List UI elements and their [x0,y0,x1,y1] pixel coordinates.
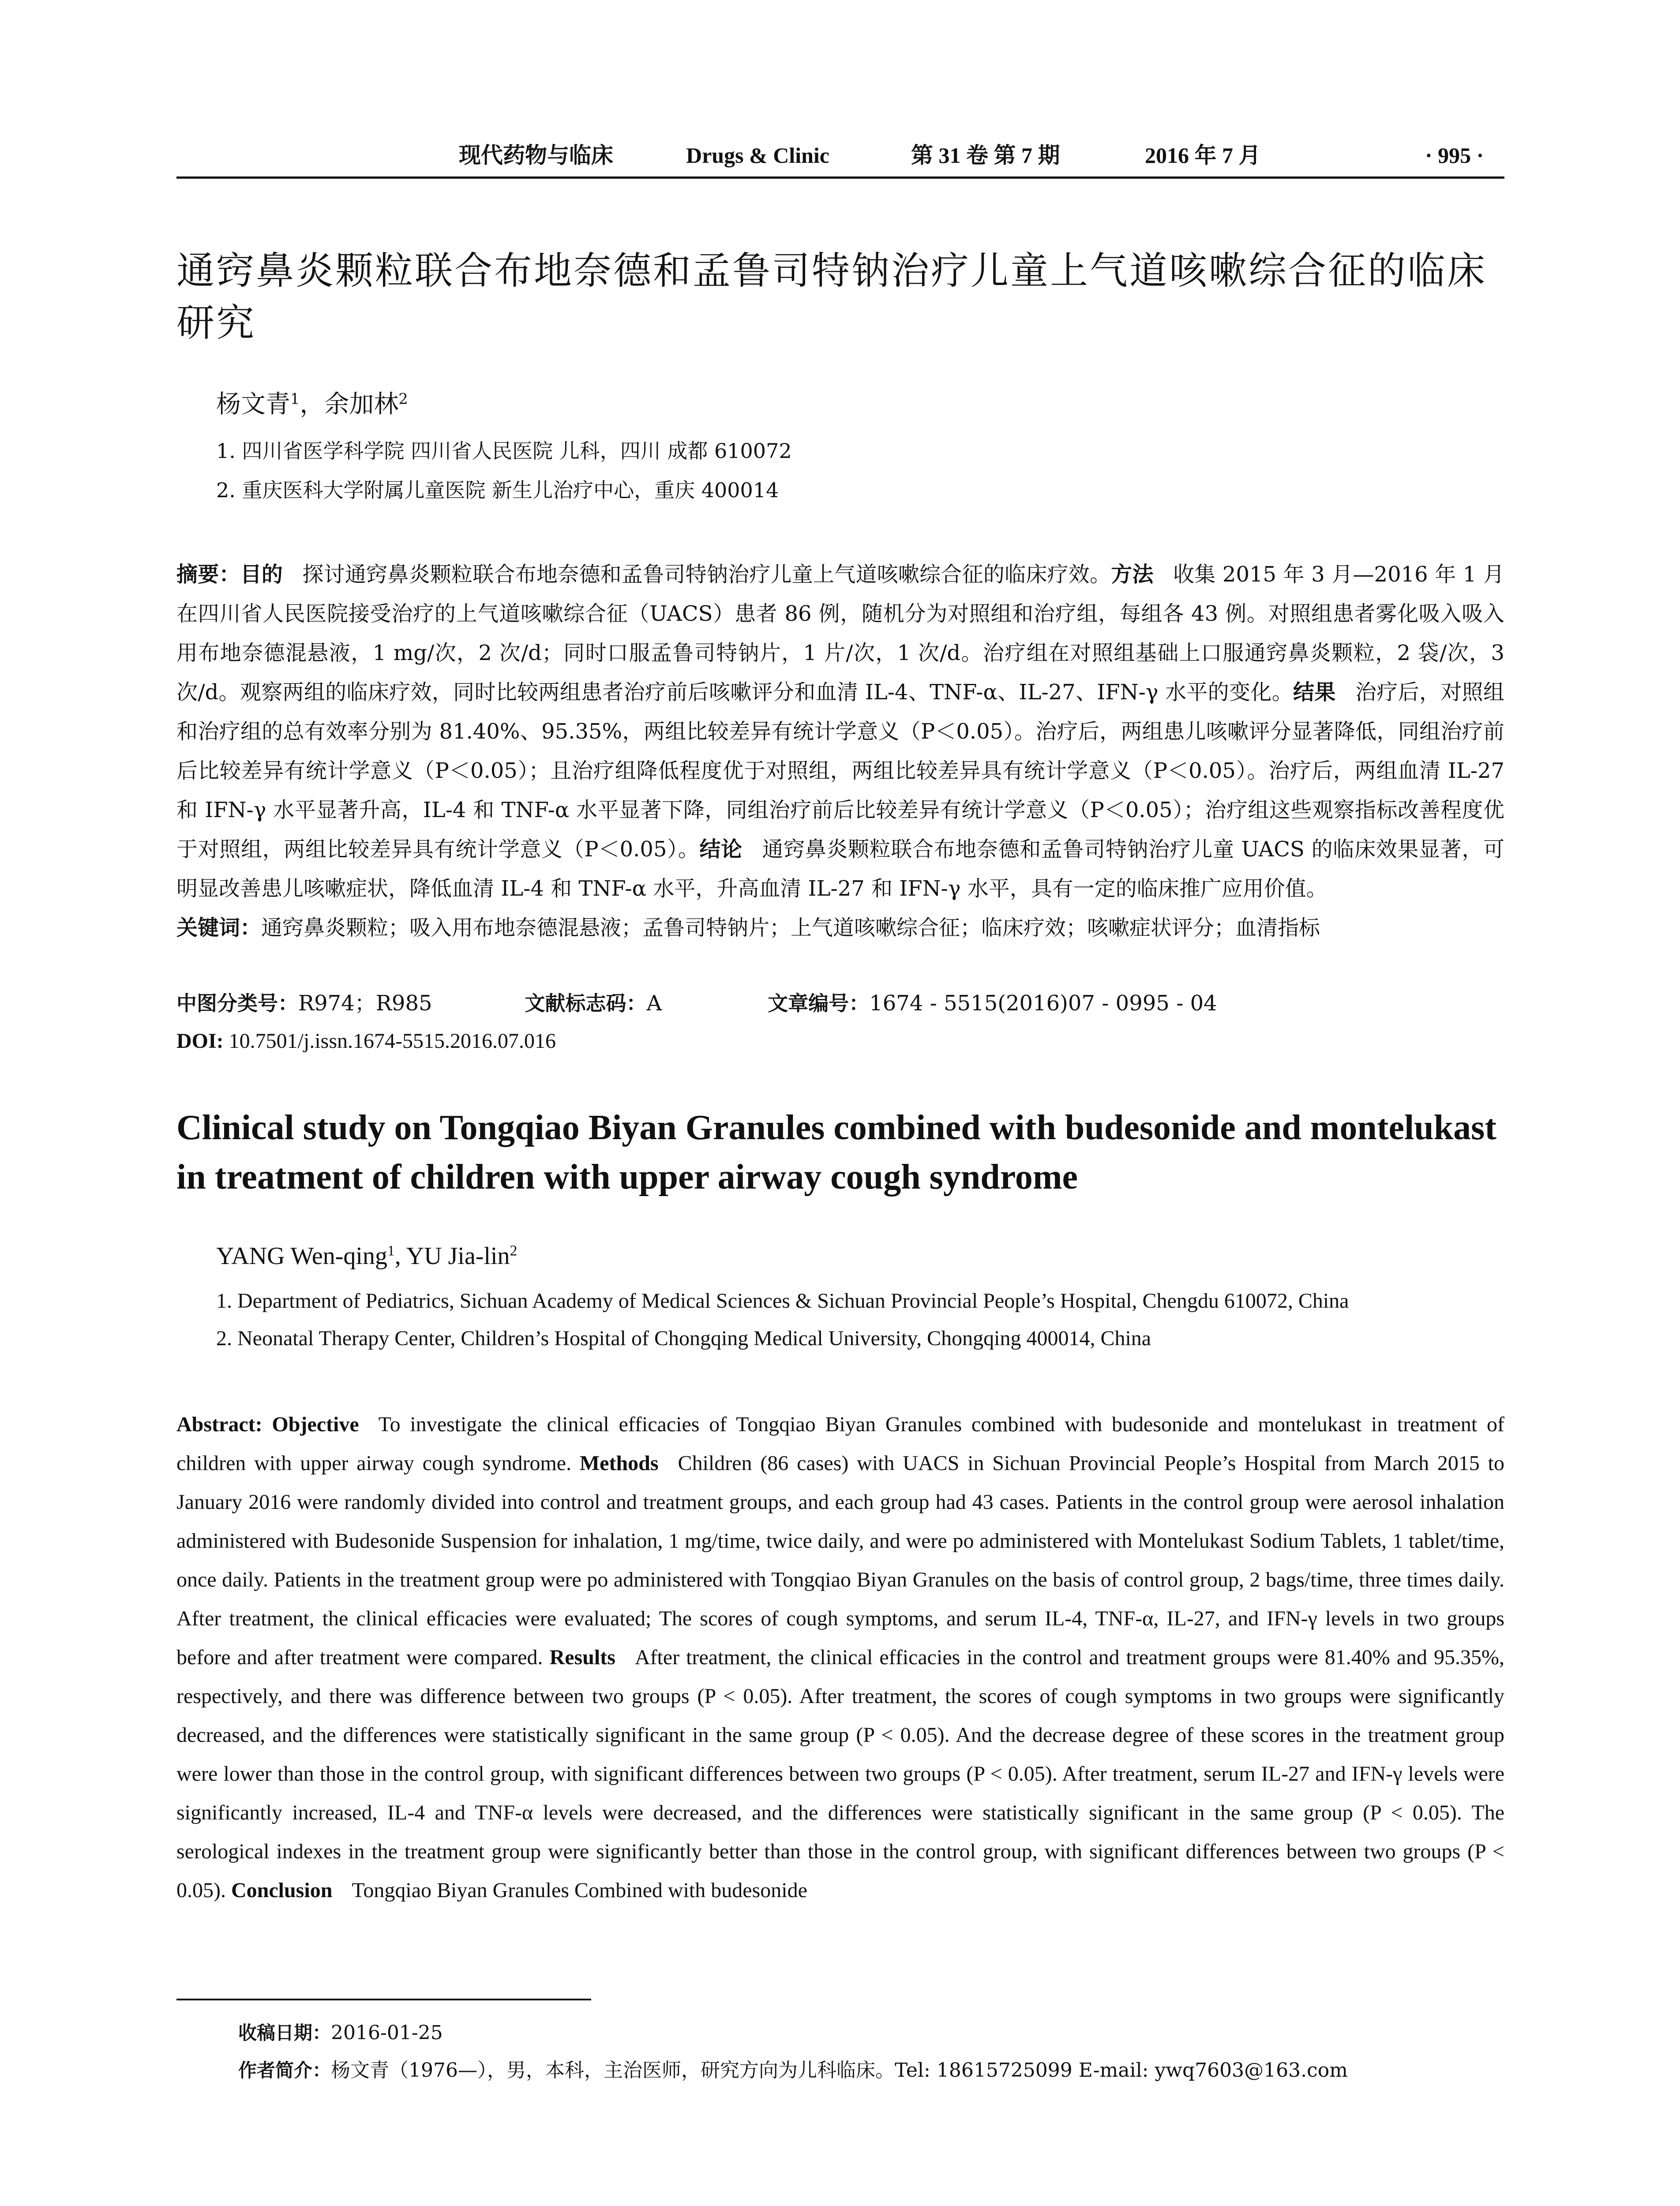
english-title: Clinical study on Tongqiao Biyan Granules combined with budesonide and montelukast in treatment of children with upper airway cough syndrome [176,1108,1496,1197]
conclusion-text-en: Tongqiao Biyan Granules Combined with budesonide [352,1879,807,1902]
footnote-rule [176,1999,591,2000]
affiliation-1-cn: 1. 四川省医学科学院 四川省人民医院 儿科，四川 成都 610072 [216,439,792,463]
keywords-label-cn: 关键词： [176,915,262,940]
results-label-en: Results [549,1646,615,1669]
clc-value: R974；R985 [298,991,432,1016]
results-text-cn: 治疗后，对照组和治疗组的总有效率分别为 81.40%、95.35%，两组比较差异有统计学意义（P＜0.05）。治疗后，两组患儿咳嗽评分显著降低，同组治疗前后比较差异有统计学意义（P＜0.05）；且治疗组降低程度优于对照组，两组比较差异具有统计学意义（P＜0.05）。治疗后，两组血清 IL-27 和 IFN-γ 水平显著升高，IL-4 和 TNF-α 水平显著下降，同组治疗前后比较差异有统计学意义（P＜0.05）；治疗组这些观察指标改善程度优于对照组，两组比较差异具有统计学意义（P＜0.05）。 [176,680,1504,862]
running-header [176,142,1504,179]
author-1-sup: 1 [290,390,300,408]
methods-text-en: Children (86 cases) with UACS in Sichuan Provincial People’s Hospital from March 2015 to January 2016 were randomly divided into control and treatment groups, and each group had 43 cases. Patients in the control group were aerosol inhalation administered with Budesonide Suspension for inhalation, 1 mg/time, twice daily, and were po administered with Montelukast Sodium Tablets, 1 tablet/time, once daily. Patients in the treatment group were po administered with Tongqiao Biyan Granules on the basis of control group, 2 bags/time, three times daily. After treatment, the clinical efficacies were evaluated; The scores of cough symptoms, and serum IL-4, TNF-α, IL-27, and IFN-γ levels in two groups before and after treatment were compared. [176,1452,1504,1669]
author-info-label: 作者简介： [238,2060,331,2081]
volume-issue: 第 31 卷 第 7 期 [911,143,1060,168]
keywords-text-cn: 通窍鼻炎颗粒；吸入用布地奈德混悬液；孟鲁司特钠片；上气道咳嗽综合征；临床疗效；咳嗽症状评分；血清指标 [261,915,1320,940]
conclusion-label-en: Conclusion [231,1879,333,1902]
journal-name-cn: 现代药物与临床 [459,143,613,168]
author-separator: ， [300,390,325,419]
author-separator-en: , [394,1242,406,1270]
received-label: 收稿日期： [238,2022,331,2044]
author-2-sup: 2 [398,390,408,408]
author-2-en: YU Jia-lin [406,1242,510,1270]
abstract-label-en: Abstract: [176,1413,262,1436]
author-info-note [238,2058,1348,2083]
english-abstract [176,1405,1504,1910]
results-label-cn: 结果 [1293,680,1336,705]
author-1-en-sup: 1 [387,1242,395,1259]
affiliation-2-en: 2. Neonatal Therapy Center, Children’s Hospital of Chongqing Medical University, Chongqing 400014, China [216,1327,1151,1350]
journal-name-en: Drugs & Clinic [686,143,829,168]
methods-text-cn: 收集 2015 年 3 月—2016 年 1 月在四川省人民医院接受治疗的上气道咳嗽综合征（UACS）患者 86 例，随机分为对照组和治疗组，每组各 43 例。对照组患者雾化吸入吸入用布地奈德混悬液，1 mg/次，2 次/d；同时口服孟鲁司特钠片，1 片/次，1 次/d。治疗组在对照组基础上口服通窍鼻炎颗粒，2 袋/次，3 次/d。观察两组的临床疗效，同时比较两组患者治疗前后咳嗽评分和血清 IL-4、TNF-α、IL-27、IFN-γ 水平的变化。 [176,562,1504,705]
classification-line [176,990,1217,1017]
author-1-cn: 杨文青 [216,390,290,419]
doc-code-label: 文献标志码： [525,991,647,1015]
doi-line [176,1028,556,1054]
doi-value: 10.7501/j.issn.1674-5515.2016.07.016 [229,1029,556,1053]
objective-text-en: To investigate the clinical efficacies of Tongqiao Biyan Granules combined with budesonide and montelukast in treatment of children with upper airway cough syndrome. [176,1413,1504,1475]
english-authors [216,1241,517,1272]
author-2-cn: 余加林 [324,390,399,419]
objective-label-en: Objective [272,1413,359,1436]
page-number: · 995 · [1425,143,1484,168]
author-2-en-sup: 2 [510,1242,518,1259]
issue-date: 2016 年 7 月 [1145,143,1261,168]
author-info-value: 杨文青（1976—），男，本科，主治医师，研究方向为儿科临床。Tel: 18615725099 E-mail: ywq7603@163.com [331,2059,1348,2082]
article-no-value: 1674 - 5515(2016)07 - 0995 - 04 [869,991,1217,1016]
doi-label: DOI: [176,1029,224,1053]
chinese-abstract [176,555,1504,948]
chinese-title: 通窍鼻炎颗粒联合布地奈德和孟鲁司特钠治疗儿童上气道咳嗽综合征的临床研究 [176,249,1487,345]
conclusion-text-cn: 通窍鼻炎颗粒联合布地奈德和孟鲁司特钠治疗儿童 UACS 的临床效果显著，可明显改善患儿咳嗽症状，降低血清 IL-4 和 TNF-α 水平，升高血清 IL-27 和 IFN-γ 水平，具有一定的临床推广应用价值。 [176,837,1504,901]
conclusion-label-cn: 结论 [699,837,742,862]
clc-label: 中图分类号： [176,991,298,1015]
affiliation-1-en: 1. Department of Pediatrics, Sichuan Academy of Medical Sciences & Sichuan Provincial People’s Hospital, Chengdu 610072, China [216,1289,1349,1313]
objective-text-cn: 探讨通窍鼻炎颗粒联合布地奈德和孟鲁司特钠治疗儿童上气道咳嗽综合征的临床疗效。 [302,562,1111,587]
objective-label-cn: 目的 [240,562,283,587]
doc-code-value: A [646,991,662,1016]
methods-label-cn: 方法 [1111,562,1154,587]
author-1-en: YANG Wen-qing [216,1242,387,1270]
chinese-authors [216,389,408,420]
article-no-label: 文章编号： [768,991,870,1015]
received-value: 2016-01-25 [331,2022,443,2044]
results-text-en: After treatment, the clinical efficacies in the control and treatment groups were 81.40% and 95.35%, respectively, and there was difference between two groups (P < 0.05). After treatment, the scores of cough symptoms in two groups were significantly decreased, and the differences were statistically significant in the same group (P < 0.05). And the decrease degree of these scores in the treatment group were lower than those in the control group, with significant differences between two groups (P < 0.05). After treatment, serum IL-27 and IFN-γ levels were significantly increased, IL-4 and TNF-α levels were decreased, and the differences were statistically significant in the same group (P < 0.05). The serological indexes in the treatment group were significantly better than those in the control group, with significant differences between two groups (P < 0.05). [176,1646,1505,1902]
abstract-label-cn: 摘要： [176,562,240,587]
received-date-note [238,2021,443,2045]
affiliation-2-cn: 2. 重庆医科大学附属儿童医院 新生儿治疗中心，重庆 400014 [216,478,779,502]
methods-label-en: Methods [579,1452,659,1475]
